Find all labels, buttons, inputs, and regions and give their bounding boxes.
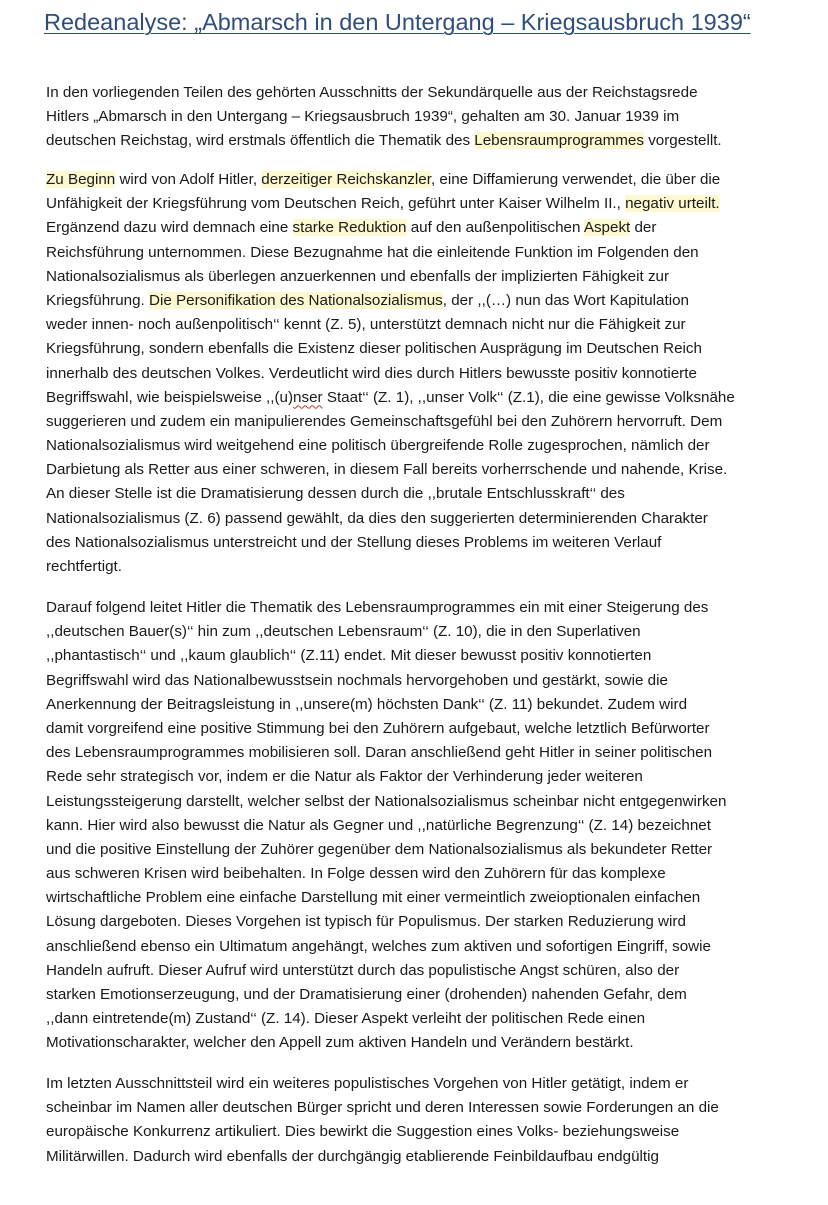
- text-run: aus schweren Krisen wird beibehalten. In Folge dessen wird den Zuhörern für das komplexe: [46, 865, 666, 883]
- text-line: [46, 983, 808, 1007]
- text-line: [46, 531, 808, 555]
- text-line: [46, 1031, 808, 1055]
- text-run: suggerieren und zudem ein manipulierendes Gemeinschaftsgefühl bei den Zuhörern hervorruft. Dem: [46, 412, 723, 430]
- text-run: deutschen Reichstag, wird erstmals öffentlich die Thematik des: [46, 132, 475, 150]
- text-run: scheinbar im Namen aller deutschen Bürger spricht und deren Interessen sowie Forderungen an die: [46, 1099, 719, 1117]
- text-line: [46, 386, 808, 410]
- text-line: [46, 765, 808, 789]
- text-line: [46, 717, 808, 741]
- text-run: , eine Diffamierung verwendet, die über die: [430, 171, 721, 188]
- text-line: [46, 886, 808, 910]
- text-run: An dieser Stelle ist die Dramatisierung dessen durch die ,,brutale Entschlusskraft‘‘ des: [46, 485, 625, 503]
- text-line: [46, 81, 786, 105]
- text-run: wirtschaftliche Problem eine einfache Darstellung mit einer vermeintlich zweioptionalen einfachen: [46, 889, 701, 907]
- text-line: [46, 105, 786, 129]
- text-run: europäische Konkurrenz artikuliert. Dies bewirkt die Suggestion eines Volks- beziehungsweise: [46, 1123, 680, 1141]
- text-line: [46, 337, 808, 361]
- text-run: Kriegsführung.: [46, 291, 149, 309]
- text-run: wird von Adolf Hitler,: [115, 171, 262, 188]
- text-line: [46, 910, 808, 934]
- text-run: Rede sehr strategisch vor, indem er die Natur als Faktor der Verhinderung jeder weiteren: [46, 768, 643, 786]
- text-run: Im letzten Ausschnittsteil wird ein weiteres populistisches Vorgehen von Hitler getätigt, indem er: [46, 1075, 689, 1092]
- text-line: [46, 265, 808, 289]
- paragraph-opening-analysis: [46, 168, 808, 579]
- text-run: Kriegsführung, sondern ebenfalls die Existenz dieser politischen Ausprägung im Deutschen Reich: [46, 340, 702, 358]
- text-run: des Nationalsozialismus unterstreicht und der Stellung dieses Problems im weiteren Verlauf: [46, 533, 662, 551]
- text-line: [46, 458, 808, 482]
- text-line: [46, 192, 808, 216]
- text-run: Darbietung als Retter aus einer schweren, in diesem Fall bereits vorherrschende und nahende, Krise.: [46, 461, 728, 479]
- spellcheck-underlined-text: nser: [293, 388, 323, 406]
- paragraph-lebensraum-analysis: [46, 596, 808, 1056]
- text-run: weder innen- noch außenpolitisch‘‘ kennt (Z. 5), unterstützt demnach nicht nur die Fähigkeit zur: [46, 316, 686, 334]
- text-run: starken Emotionserzeugung, und der Dramatisierung einer (drohenden) nahenden Gefahr, dem: [46, 986, 687, 1003]
- text-run: damit vorgreifend eine positive Stimmung bei den Zuhörern aufgebaut, welche letztlich Befürworter: [46, 719, 710, 737]
- text-run: Nationalsozialismus als überlegen anzuerkennen und ebenfalls der implizierten Fähigkeit zur: [46, 267, 670, 285]
- text-run: auf den außenpolitischen: [406, 219, 584, 237]
- text-run: der: [630, 219, 657, 237]
- text-line: [46, 507, 808, 531]
- highlighted-text: derzeitiger Reichskanzler: [261, 171, 431, 188]
- text-run: ,,phantastisch‘‘ und ,,kaum glaublich‘‘ (Z.11) endet. Mit dieser bewusst positiv konnotierten: [46, 647, 652, 665]
- text-run: Anerkennung der Beitragsleistung in ,,unsere(m) höchsten Dank‘‘ (Z. 11) bekundet. Zudem wird: [46, 695, 688, 713]
- text-run: Nationalsozialismus wird weitgehend eine politisch übergreifende Rolle zugesprochen, nämlich der: [46, 437, 710, 455]
- text-run: , der ,,(…) nun das Wort Kapitulation: [442, 291, 689, 309]
- text-run: rechtfertigt.: [46, 558, 122, 575]
- text-line: [46, 862, 808, 886]
- text-line: [46, 741, 808, 765]
- text-run: Darauf folgend leitet Hitler die Thematik des Lebensraumprogrammes ein mit einer Steigerung des: [46, 599, 709, 616]
- text-line: [46, 1145, 808, 1169]
- document-title: Redeanalyse: „Abmarsch in den Untergang – Kriegsausbruch 1939“: [44, 9, 751, 35]
- text-line: [46, 620, 808, 644]
- text-line: [46, 241, 808, 265]
- text-line: [46, 1007, 808, 1031]
- highlighted-text: Die Personifikation des Nationalsozialismus: [149, 291, 443, 309]
- text-line: [46, 313, 808, 337]
- text-run: Begriffswahl wird das Nationalbewusstsein nochmals hervorgehoben und gestärkt, sowie die: [46, 671, 668, 689]
- text-run: Begriffswahl, wie beispielsweise ,,(u): [46, 388, 294, 406]
- highlighted-text: Lebensraumprogrammes: [474, 132, 644, 150]
- text-run: Handeln aufruft. Dieser Aufruf wird unterstützt durch das populistische Angst schüren, also der: [46, 961, 680, 979]
- text-run: Unfähigkeit der Kriegsführung vom Deutschen Reich, geführt unter Kaiser Wilhelm II.,: [46, 195, 626, 213]
- text-line: [46, 790, 808, 814]
- text-run: In den vorliegenden Teilen des gehörten Ausschnitts der Sekundärquelle aus der Reichstagsrede: [46, 84, 698, 101]
- text-run: vorgestellt.: [643, 132, 722, 150]
- text-line: [46, 959, 808, 983]
- text-line: [46, 168, 808, 192]
- text-line: [46, 482, 808, 506]
- text-line: [46, 935, 808, 959]
- text-run: Leistungssteigerung darstellt, welcher selbst der Nationalsozialismus scheinbar nicht entgegenwirken: [46, 792, 727, 810]
- highlighted-text: negativ urteilt.: [625, 195, 720, 213]
- text-line: [46, 838, 808, 862]
- text-line: [46, 1072, 808, 1096]
- text-run: Nationalsozialismus (Z. 6) passend gewählt, da dies den suggerierten determinierenden Charakter: [46, 509, 708, 527]
- text-run: Hitlers „Abmarsch in den Untergang – Kriegsausbruch 1939“, gehalten am 30. Januar 1939 im: [46, 108, 680, 126]
- text-run: anschließend ebenso ein Ultimatum angehängt, welches zum aktiven und sofortigen Eingriff, sowie: [46, 937, 711, 955]
- paragraph-final-section: [46, 1072, 808, 1169]
- highlighted-text: Aspekt: [583, 219, 631, 237]
- text-line: [46, 216, 808, 240]
- text-line: [46, 362, 808, 386]
- text-run: innerhalb des deutschen Volkes. Verdeutlicht wird dies durch Hitlers bewusste positiv konnotierte: [46, 364, 697, 382]
- text-run: und die positive Einstellung der Zuhörer gegenüber dem Nationalsozialismus als bekundeter Retter: [46, 840, 713, 858]
- text-run: Reichsführung unternommen. Diese Bezugnahme hat die einleitende Funktion im Folgenden den: [46, 243, 699, 261]
- text-run: kann. Hier wird also bewusst die Natur als Gegner und ,,natürliche Begrenzung‘‘ (Z. 14) bezeichnet: [46, 816, 711, 834]
- paragraph-intro: [46, 81, 786, 154]
- text-run: des Lebensraumprogrammes mobilisieren soll. Daran anschließend geht Hitler in seiner politischen: [46, 744, 713, 762]
- text-line: [46, 555, 808, 579]
- text-line: [46, 1120, 808, 1144]
- text-line: [46, 644, 808, 668]
- text-run: Motivationscharakter, welcher den Appell zum aktiven Handeln und Verändern bestärkt.: [46, 1034, 634, 1052]
- text-run: Ergänzend dazu wird demnach eine: [46, 219, 293, 237]
- highlighted-text: starke Reduktion: [292, 219, 407, 237]
- text-line: [46, 1096, 808, 1120]
- text-line: [46, 669, 808, 693]
- highlighted-text: Zu Beginn: [46, 171, 116, 188]
- text-line: [46, 434, 808, 458]
- text-line: [46, 596, 808, 620]
- text-line: [46, 693, 808, 717]
- text-run: Militärwillen. Dadurch wird ebenfalls der durchgängig etablierende Feinbildaufbau endgültig: [46, 1147, 659, 1165]
- text-line: [46, 289, 808, 313]
- text-line: [46, 129, 786, 153]
- text-run: ,,deutschen Bauer(s)‘‘ hin zum ,,deutschen Lebensraum‘‘ (Z. 10), die in den Superlativen: [46, 623, 641, 641]
- text-line: [46, 814, 808, 838]
- text-run: ,,dann eintretende(m) Zustand‘‘ (Z. 14). Dieser Aspekt verleiht der politischen Rede einen: [46, 1010, 646, 1028]
- text-run: Lösung dargeboten. Dieses Vorgehen ist typisch für Populismus. Der starken Reduzierung wird: [46, 913, 686, 931]
- text-line: [46, 410, 808, 434]
- text-run: Staat‘‘ (Z. 1), ,,unser Volk‘‘ (Z.1), die eine gewisse Volksnähe: [322, 388, 735, 406]
